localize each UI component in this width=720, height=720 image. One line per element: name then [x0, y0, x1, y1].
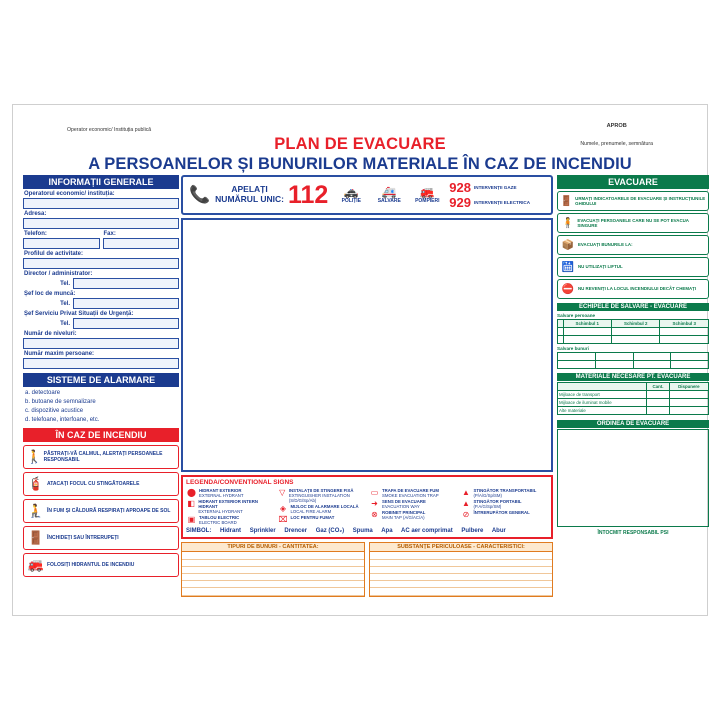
- evacuation-item: [557, 235, 709, 255]
- field-activity-input[interactable]: [23, 258, 179, 269]
- materials-row-transport: Mijloace de transport: [558, 391, 647, 399]
- fire-instruction-item: [23, 526, 179, 550]
- alarm-item-d: d. telefoane, interfoane, etc.: [25, 417, 100, 423]
- field-workplace-chief: [23, 291, 179, 309]
- field-director: [23, 271, 179, 289]
- table-cell[interactable]: [660, 336, 709, 344]
- operator-label: Operator economic/ Instituția publică: [67, 127, 152, 133]
- legend-ro: TRAPA DE EVACUARE FUM: [382, 488, 439, 493]
- materials-row-other: Alte materiale: [558, 407, 647, 415]
- table-cell[interactable]: [595, 361, 633, 369]
- legend-ro: LOC PENTRU FUMAT: [290, 515, 335, 521]
- portable-extinguisher-icon: ▲: [462, 499, 470, 509]
- internal-hydrant-icon: ◧: [187, 499, 195, 509]
- legend-column-4: [461, 488, 549, 526]
- legend-ro: STINGĂTOR PORTABIL: [473, 499, 522, 505]
- field-emergency-chief: [23, 311, 179, 329]
- materials-table[interactable]: [557, 382, 709, 415]
- field-emergency-chief-label: Șef Serviciu Privat Situații de Urgență:: [24, 311, 134, 317]
- service-label: POLIȚIE: [341, 198, 362, 204]
- center-column: [181, 175, 553, 597]
- plan-inner: [21, 113, 706, 607]
- electric-number: 929: [449, 195, 471, 210]
- call-line1: APELAȚI: [231, 184, 268, 195]
- table-cell[interactable]: [611, 336, 659, 344]
- field-max-persons-label: Număr maxim persoane:: [24, 351, 95, 357]
- legend-ro: HIDRANT EXTERIOR INTERN HIDRANT: [198, 499, 258, 510]
- symbol-gaz: Gaz (CO₂): [315, 528, 345, 535]
- field-levels-label: Număr de niveluri:: [24, 331, 77, 337]
- fire-instruction-text: ATACAȚI FOCUL CU STINGĂTOARELE: [47, 480, 140, 487]
- materials-col-0: [558, 383, 647, 391]
- legend-box: [181, 475, 553, 539]
- close-doors-icon: 🚪: [27, 530, 45, 545]
- legend-item: [186, 488, 274, 498]
- electric-board-icon: ▣: [187, 515, 196, 525]
- legend-item: [461, 510, 549, 519]
- field-director-label: Director / administrator:: [24, 271, 93, 277]
- alarm-item-c: c. dispozitive acustice: [25, 408, 84, 414]
- fire-instruction-item: [23, 445, 179, 469]
- hazardous-table: [369, 542, 553, 596]
- table-cell[interactable]: [595, 353, 633, 361]
- alarm-item-b: b. butoane de semnalizare: [25, 399, 96, 405]
- field-phone-fax: [23, 231, 179, 249]
- field-max-persons-input[interactable]: [23, 358, 179, 369]
- fire-instruction-text: ÎN FUM ȘI CĂLDURĂ RESPIRAȚI APROAPE DE SOL: [47, 507, 171, 514]
- field-fax-input[interactable]: [103, 238, 180, 249]
- table-cell[interactable]: [633, 361, 671, 369]
- fire-instruction-item: [23, 499, 179, 523]
- legend-column-2: [278, 488, 366, 526]
- symbols-row: [186, 528, 548, 534]
- symbol-abur: Abur: [491, 528, 506, 535]
- legend-item: [278, 488, 366, 503]
- evacuation-item-text: NU UTILIZAȚI LIFTUL: [578, 264, 623, 270]
- evacuation-item-text: URMAȚI INDICATOARELE DE EVACUARE ȘI INSTRUCȚIUNILE GHIDULUI: [575, 195, 706, 206]
- smoke-evacuation-icon: ▭: [370, 488, 379, 497]
- order-header: ORDINEA DE EVACUARE: [557, 420, 709, 428]
- no-return-icon: ⛔: [561, 283, 575, 295]
- call-text: [215, 185, 284, 205]
- fire-truck-icon: 🚒: [419, 185, 435, 199]
- table-cell[interactable]: [660, 328, 709, 336]
- approval-subtitle: Numele, prenumele, semnătura: [580, 141, 653, 147]
- field-company: [23, 191, 179, 209]
- gas-number-row: [449, 180, 530, 195]
- right-column: [557, 175, 709, 536]
- evacuation-item: [557, 191, 709, 211]
- exit-sign-icon: 🚪: [560, 195, 573, 207]
- table-cell[interactable]: [669, 407, 708, 415]
- table-cell[interactable]: [633, 353, 671, 361]
- gas-number-desc: INTERVENȚII GAZE: [474, 184, 517, 190]
- service-firefighters: [410, 186, 444, 204]
- goods-table-header: TIPURI DE BUNURI - CANTITATEA:: [182, 543, 364, 552]
- hazardous-table-lines[interactable]: [370, 552, 552, 595]
- field-company-input[interactable]: [23, 198, 179, 209]
- fire-instruction-text: PĂSTRAȚI-VĂ CALMUL, ALERTAȚI PERSOANELE RESPONSABIL: [43, 450, 163, 463]
- materials-col-1: Cant.: [647, 383, 669, 391]
- assist-person-icon: 🧍: [561, 217, 574, 229]
- symbol-spuma: Spuma: [352, 528, 373, 535]
- symbol-sprinkler: Sprinkler: [249, 528, 276, 535]
- alarm-systems-header: SISTEME DE ALARMARE: [23, 373, 179, 387]
- electric-number-row: [449, 195, 530, 210]
- evacuation-item: [557, 257, 709, 277]
- rescue-teams-header: ECHIPELE DE SALVARE - EVACUARE: [557, 303, 709, 311]
- legend-item: [278, 504, 366, 514]
- legend-item: [369, 499, 457, 509]
- page-title-line1: PLAN DE EVACUARE: [274, 135, 446, 153]
- field-company-label: Operatorul economic/ instituția:: [24, 191, 115, 197]
- gas-number: 928: [449, 180, 471, 195]
- materials-header: MATERIALE NECESARE PT. EVACUARE: [557, 373, 709, 381]
- table-cell[interactable]: [611, 328, 659, 336]
- external-hydrant-icon: ⬤: [187, 488, 196, 497]
- materials-col-2: Dispunere: [669, 383, 708, 391]
- hazardous-table-header: SUBSTANȚE PERICULOASE - CARACTERISTICI:: [370, 543, 552, 552]
- legend-column-3: [369, 488, 457, 526]
- field-activity: [23, 251, 179, 269]
- hydrant-use-icon: 🚒: [27, 557, 45, 572]
- legend-en: MAIN TAP (A/G/AC/A): [382, 515, 425, 521]
- fire-instructions-list: [23, 445, 179, 577]
- legend-ro: INSTALAȚII DE STINGERE FIXĂ: [288, 488, 354, 493]
- evacuation-plan-sheet: [12, 104, 708, 616]
- bottom-tables: [181, 542, 553, 596]
- field-phone-label: Telefon:: [24, 231, 47, 237]
- evacuation-header: EVACUARE: [557, 175, 709, 189]
- table-cell[interactable]: [558, 353, 596, 361]
- field-fax-label: Fax:: [103, 231, 116, 237]
- goods-icon: 📦: [561, 239, 575, 251]
- legend-column-1: [186, 488, 274, 526]
- table-cell[interactable]: [647, 407, 669, 415]
- responsible-label: ÎNTOCMIT RESPONSABIL PSI: [597, 530, 669, 536]
- no-lift-icon: 🛗: [561, 261, 575, 273]
- legend-item: [186, 515, 274, 525]
- symbol-ac: AC aer comprimat: [401, 528, 453, 535]
- extra-numbers: [449, 180, 530, 210]
- field-levels-input[interactable]: [23, 338, 179, 349]
- field-emergency-tel-label: Tel.: [60, 320, 70, 327]
- police-car-icon: 🚓: [343, 185, 359, 199]
- symbols-label: SIMBOL:: [186, 528, 212, 535]
- field-workplace-tel-label: Tel.: [60, 300, 70, 307]
- legend-ro: ROBINET PRINCIPAL: [382, 510, 426, 516]
- field-workplace-chief-label: Șef loc de muncă:: [24, 291, 76, 297]
- evacuation-item-text: NU REVENIȚI LA LOCUL INCENDIULUI DECÂT CHEMAȚI: [578, 286, 697, 292]
- smoke-room-icon: ⌧: [278, 515, 288, 525]
- goods-table: [181, 542, 365, 596]
- fire-instruction-item: [23, 553, 179, 577]
- field-activity-label: Profilul de activitate:: [24, 251, 84, 257]
- service-label: SALVARE: [377, 198, 401, 204]
- general-info-header: INFORMAȚII GENERALE: [23, 175, 179, 189]
- legend-ro: STINGĂTOR TRANSPORTABIL: [473, 488, 537, 493]
- table-cell[interactable]: [647, 399, 669, 407]
- fire-case-header: ÎN CAZ DE INCENDIU: [23, 428, 179, 442]
- legend-item: [461, 488, 549, 498]
- evacuation-plan-drawing-area[interactable]: [181, 218, 553, 472]
- approval-title: APROB: [606, 123, 627, 129]
- call-line2: NUMĂRUL UNIC:: [215, 194, 284, 204]
- legend-title: LEGENDA/CONVENTIONAL SIGNS: [186, 479, 294, 486]
- field-director-tel-input[interactable]: [73, 278, 179, 289]
- legend-item: [278, 515, 366, 524]
- left-column: [23, 175, 179, 577]
- legend-en: ELECTRIC BOARD: [199, 520, 237, 526]
- evacuation-item: [557, 213, 709, 233]
- table-cell[interactable]: [558, 361, 596, 369]
- legend-ro: HIDRANT EXTERIOR: [199, 488, 242, 493]
- field-workplace-tel-input[interactable]: [73, 298, 179, 309]
- electric-number-desc: INTERVENȚII ELECTRICA: [474, 199, 531, 205]
- legend-ro: TABLOU ELECTRIC: [199, 515, 240, 521]
- fire-instruction-text: ÎNCHIDEȚI SAU ÎNTRERUPEȚI: [47, 534, 119, 541]
- evacuation-item-text: EVACUAȚI BUNURILE LA:: [578, 242, 633, 248]
- legend-ro: SENS DE EVACUARE: [382, 499, 426, 505]
- emergency-number: 112: [287, 180, 329, 209]
- page-title-line2: A PERSOANELOR ȘI BUNURILOR MATERIALE ÎN CAZ DE INCENDIU: [88, 155, 632, 173]
- symbol-apa: Apa: [381, 528, 393, 535]
- service-police: [334, 186, 368, 204]
- legend-en: (P.A/G/Sp/SM): [473, 504, 502, 510]
- table-cell[interactable]: [671, 361, 709, 369]
- evacuation-item-text: EVACUAȚI PERSOANELE CARE NU SE POT EVACUA SINGURE: [577, 217, 689, 228]
- service-label: POMPIERI: [415, 198, 440, 204]
- evacuation-way-icon: ➜: [371, 499, 378, 509]
- symbol-hidrant: Hidrant: [220, 528, 242, 535]
- services-list: [334, 186, 444, 204]
- field-address-label: Adresa:: [24, 211, 47, 217]
- rescue-col-2: Schimbul 2: [611, 320, 659, 328]
- legend-en: EXTERNAL HYDRANT: [199, 493, 244, 499]
- field-address: [23, 211, 179, 229]
- rescue-goods-label: Salvare bunuri: [557, 346, 589, 351]
- rescue-col-1: Schimbul 1: [563, 320, 611, 328]
- legend-item: [369, 510, 457, 520]
- table-cell[interactable]: [671, 353, 709, 361]
- fire-instruction-text: FOLOSIȚI HIDRANTUL DE INCENDIU: [47, 561, 135, 568]
- general-switch-icon: ⊘: [462, 510, 470, 520]
- table-cell[interactable]: [563, 336, 611, 344]
- fire-instruction-item: [23, 472, 179, 496]
- fixed-extinguishing-icon: ▽: [279, 488, 286, 497]
- local-alarm-icon: ◈: [279, 504, 287, 514]
- fire-attack-icon: 🧯: [27, 476, 45, 491]
- field-director-tel-label: Tel.: [60, 280, 70, 287]
- table-cell[interactable]: [647, 391, 669, 399]
- telephone-icon: 📞: [189, 185, 211, 204]
- alarm-item-a: a. detectoare: [25, 390, 61, 396]
- legend-en: (P/A/G/Sp/SM): [473, 493, 502, 499]
- emergency-call-box: [181, 175, 553, 215]
- field-levels: [23, 331, 179, 349]
- legend-en: SMOKE EVACUATION TRAP: [382, 493, 439, 499]
- table-cell[interactable]: [669, 399, 708, 407]
- symbol-drencer: Drencer: [284, 528, 308, 535]
- field-phone-input[interactable]: [23, 238, 100, 249]
- field-address-input[interactable]: [23, 218, 179, 229]
- goods-table-lines[interactable]: [182, 552, 364, 595]
- legend-ro: ÎNTRERUPĂTOR GENERAL: [473, 510, 530, 516]
- order-area[interactable]: [557, 429, 709, 527]
- transportable-extinguisher-icon: ▲: [462, 488, 470, 497]
- legend-en: EXTINGUISHER INSTALATION (S/D/G/Sp/Ab): [288, 493, 350, 504]
- materials-row-lighting: Mijloace de iluminat mobile: [558, 399, 647, 407]
- legend-columns: [186, 488, 548, 526]
- field-max-persons: [23, 351, 179, 369]
- table-cell[interactable]: [563, 328, 611, 336]
- service-ambulance: [372, 186, 406, 204]
- symbol-pulbere: Pulbere: [461, 528, 484, 535]
- legend-item: [369, 488, 457, 498]
- field-emergency-tel-input[interactable]: [73, 318, 179, 329]
- rescue-goods-table[interactable]: [557, 352, 709, 369]
- legend-en: LOCAL FIRE ALARM: [290, 509, 332, 515]
- rescue-col-3: Schimbul 3: [660, 320, 709, 328]
- crawl-smoke-icon: 🧎: [27, 503, 45, 518]
- legend-en: EXTERNAL HYDRANT: [198, 509, 243, 515]
- legend-ro: MIJLOC DE ALARMARE LOCALĂ: [290, 504, 359, 510]
- evacuation-item: [557, 279, 709, 299]
- table-cell[interactable]: [669, 391, 708, 399]
- legend-item: [461, 499, 549, 509]
- legend-item: [186, 499, 274, 514]
- person-alert-icon: 🚶: [26, 449, 43, 464]
- rescue-persons-label: Salvare persoane: [557, 313, 596, 318]
- legend-en: EVACUATION WAY: [382, 504, 420, 510]
- rescue-persons-table[interactable]: [557, 319, 709, 344]
- main-tap-icon: ⊗: [371, 510, 378, 520]
- ambulance-icon: 🚑: [381, 185, 397, 199]
